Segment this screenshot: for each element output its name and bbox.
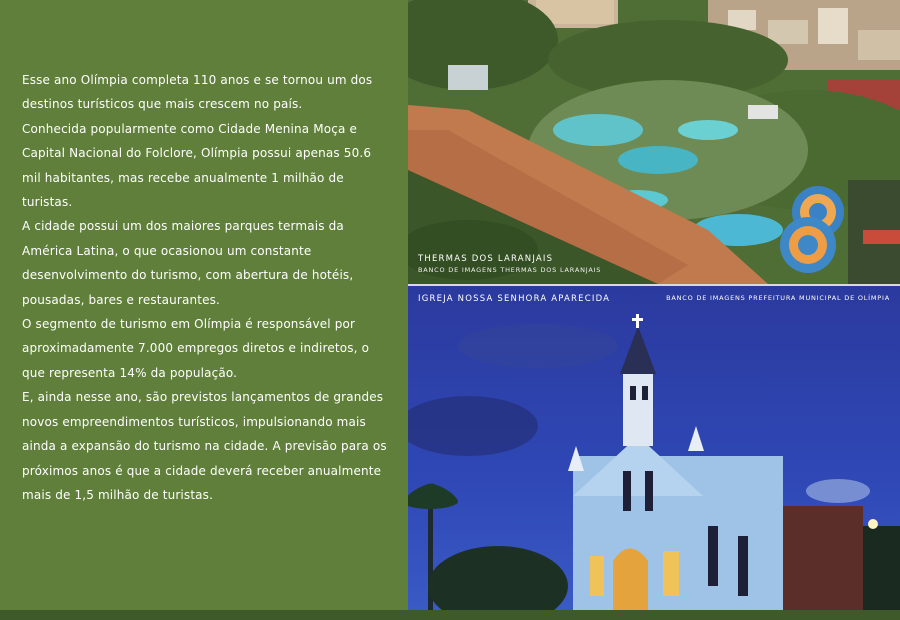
- article-body: [22, 68, 392, 507]
- water-park-caption: THERMAS DOS LARANJAIS: [418, 254, 554, 264]
- church-illustration: [408, 286, 900, 610]
- paragraph-population: Conhecida popularmente como Cidade Menina Moça e Capital Nacional do Folclore, Olímpia possui apenas 50.6 mil habitantes, mas recebe anualmente 1 milhão de turistas.: [22, 121, 372, 210]
- water-park-credit: BANCO DE IMAGENS THERMAS DOS LARANJAIS: [418, 266, 602, 274]
- paragraph-anniversary: Esse ano Olímpia completa 110 anos e se tornou um dos destinos turísticos que mais crescem no país.: [22, 73, 373, 112]
- church-photo: [408, 286, 900, 610]
- paragraph-thermal-park: A cidade possui um dos maiores parques termais da América Latina, o que ocasionou um constante desenvolvimento do turismo, com abertura de hotéis, pousadas, bares e restaurantes.: [22, 219, 354, 307]
- water-park-illustration: [408, 0, 900, 284]
- water-park-photo: [408, 0, 900, 284]
- paragraph-employment: O segmento de turismo em Olímpia é responsável por aproximadamente 7.000 empregos diretos e indiretos, o que representa 14% da população.: [22, 317, 370, 380]
- church-caption: IGREJA NOSSA SENHORA APARECIDA: [418, 294, 611, 304]
- paragraph-new-ventures: E, ainda nesse ano, são previstos lançamentos de grandes novos empreendimentos turísticos, impulsionando mais ainda a expansão do turismo na cidade. A previsão para os próximos anos é que a cidade deverá receber anualmente mais de 1,5 milhão de turistas.: [22, 390, 387, 502]
- church-credit: BANCO DE IMAGENS PREFEITURA MUNICIPAL DE OLÍMPIA: [666, 294, 890, 302]
- text-panel: [0, 0, 408, 610]
- footer-bar: [0, 610, 900, 620]
